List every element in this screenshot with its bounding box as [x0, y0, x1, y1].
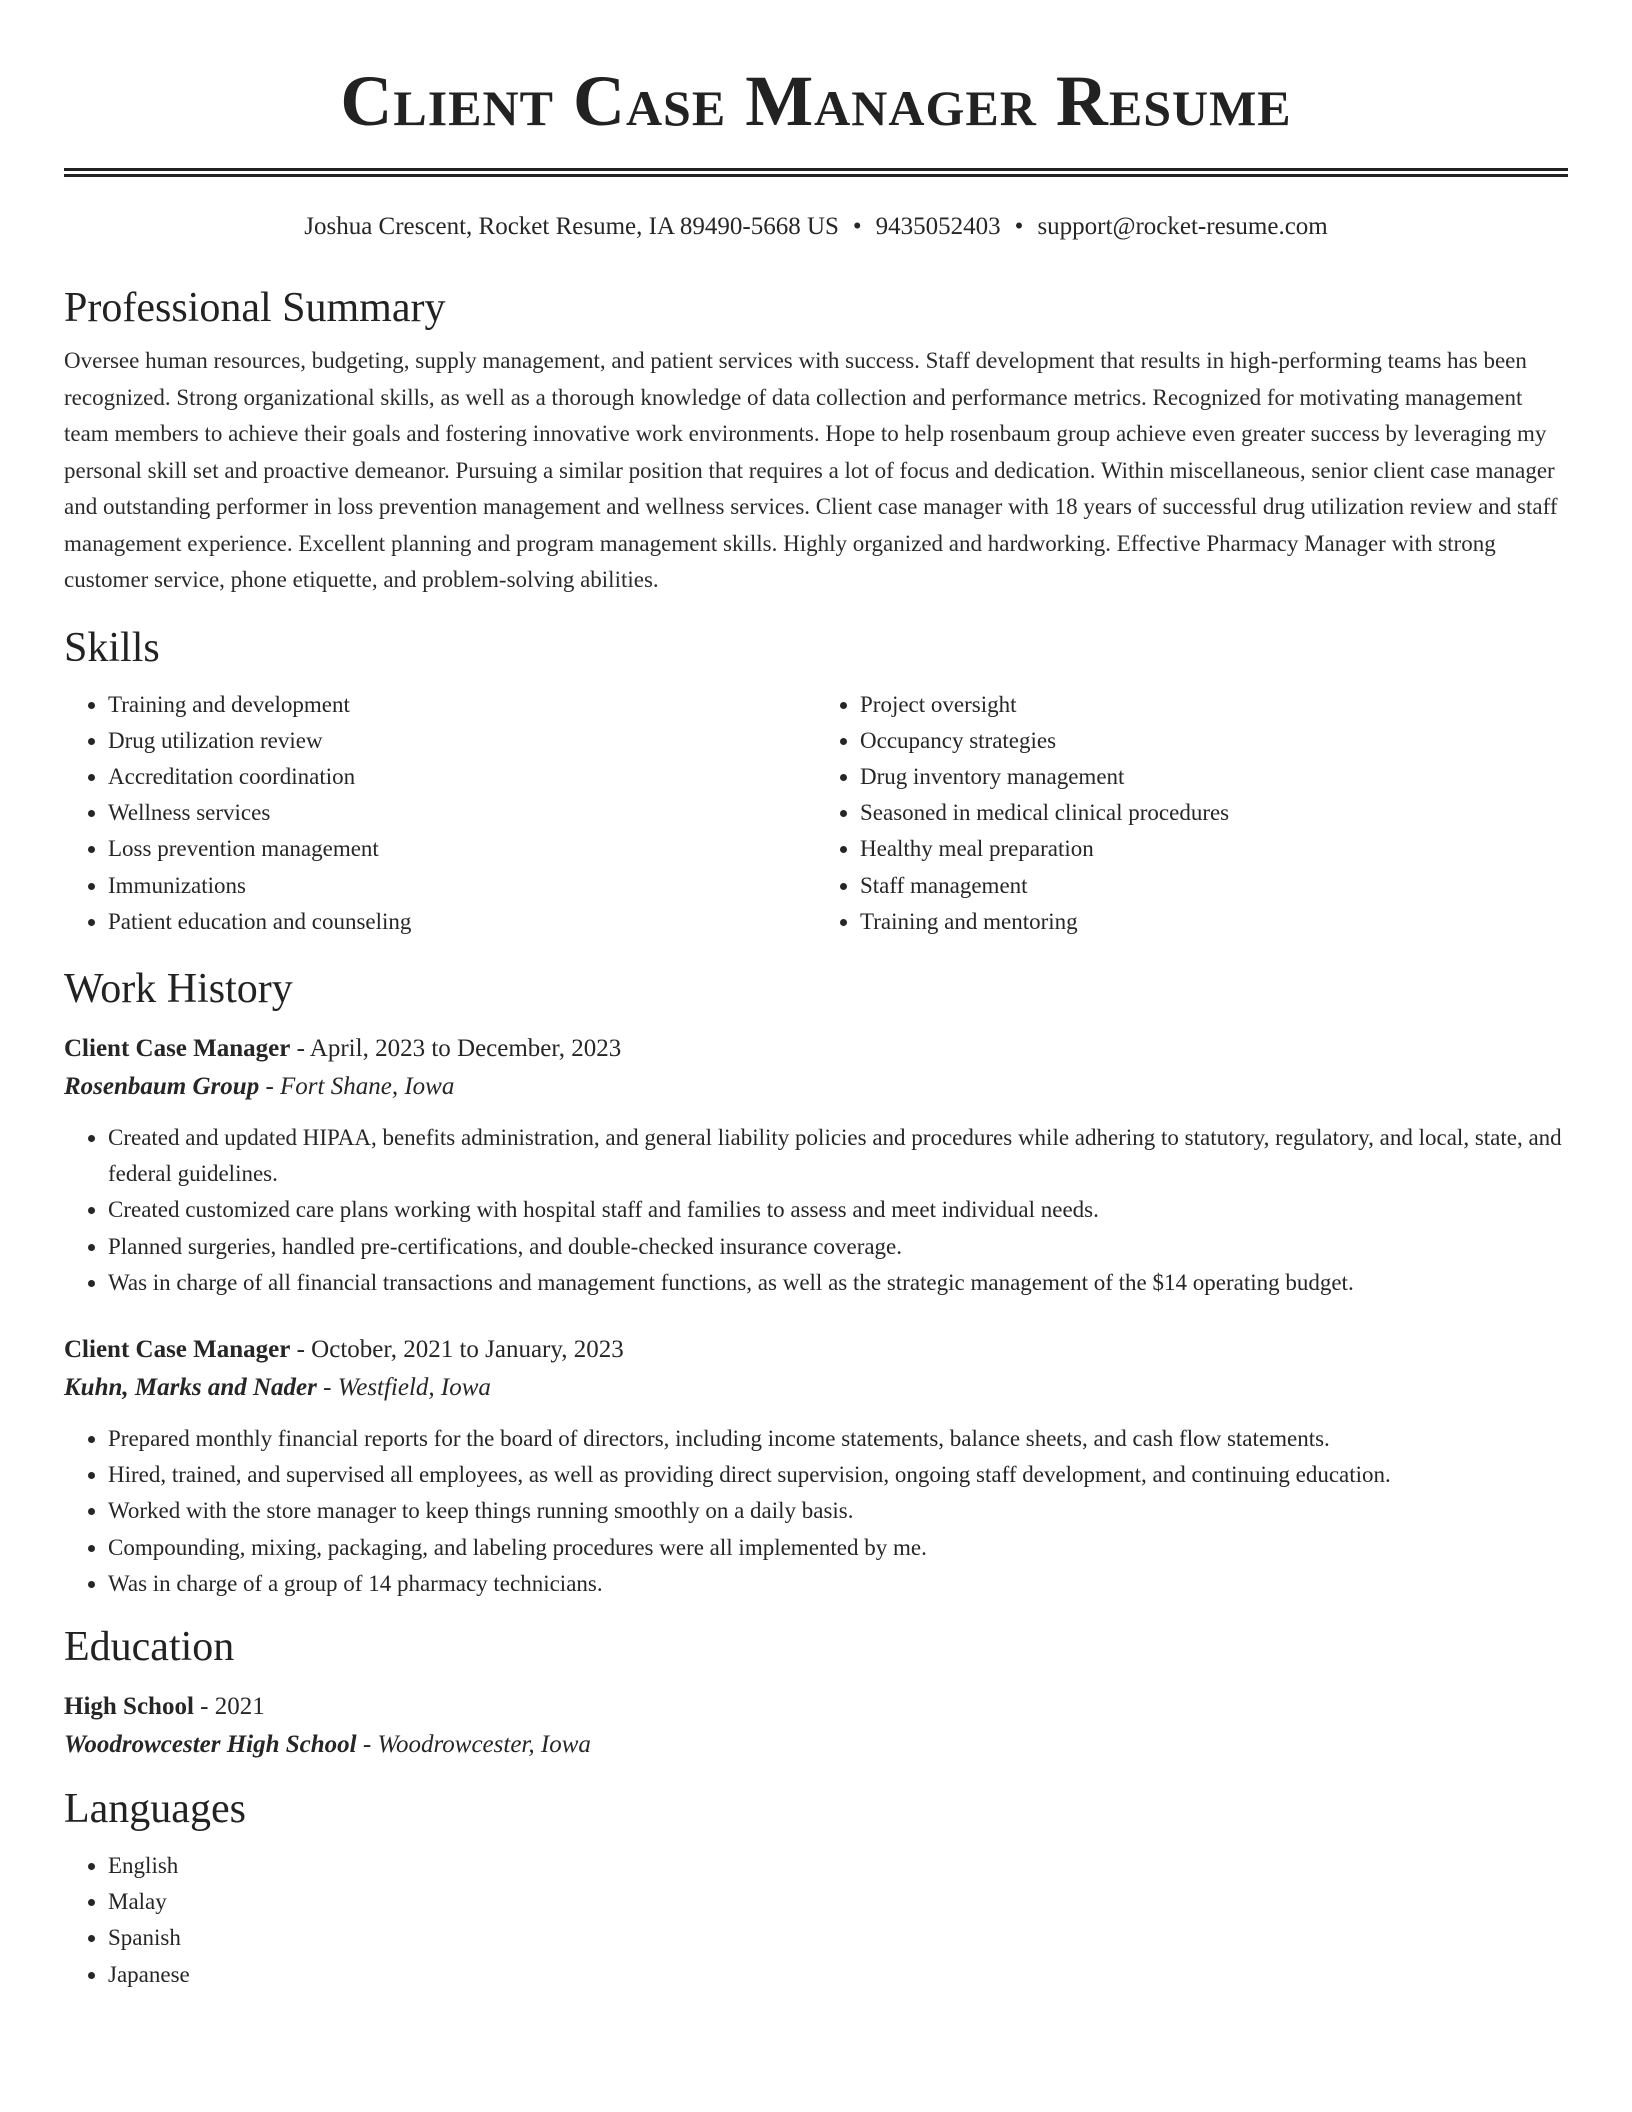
work-history-heading: Work History: [64, 965, 293, 1012]
job-title: Client Case Manager: [64, 1034, 291, 1062]
education-heading: Education: [64, 1623, 235, 1670]
job-duty: • Worked with the store manager to keep things running smoothly on a daily basis.: [108, 1493, 1568, 1529]
contact-email: support@rocket-resume.com: [1037, 213, 1328, 240]
skill-item: • Project oversight: [860, 687, 1568, 723]
contact-separator: •: [1014, 213, 1024, 240]
education-location: Woodrowcester, Iowa: [377, 1730, 591, 1758]
language-item: • Spanish: [108, 1920, 1568, 1956]
skill-item: • Immunizations: [108, 868, 816, 904]
education-school: Woodrowcester High School: [64, 1730, 357, 1758]
skills-columns: [64, 687, 1568, 940]
skill-item: • Training and mentoring: [860, 904, 1568, 940]
job-dates: October, 2021 to January, 2023: [311, 1335, 624, 1363]
resume-title: Client Case Manager Resume: [340, 61, 1292, 141]
job-location: Fort Shane, Iowa: [280, 1072, 455, 1100]
job-title-line: Client Case Manager - April, 2023 to December, 2023: [64, 1034, 622, 1062]
skill-item: • Drug inventory management: [860, 759, 1568, 795]
job-duties: [64, 1120, 1568, 1301]
job-entry: [64, 1331, 1568, 1602]
skill-item: • Loss prevention management: [108, 831, 816, 867]
summary-heading: Professional Summary: [64, 285, 446, 331]
contact-address: Joshua Crescent, Rocket Resume, IA 89490-5668 US: [304, 213, 839, 240]
contact-line: [64, 211, 1568, 243]
education-entry: [64, 1688, 1568, 1764]
education-degree: High School: [64, 1692, 194, 1720]
skill-item: • Training and development: [108, 687, 816, 723]
job-duty: • Was in charge of all financial transactions and management functions, as well as the strategic management of the $14 operating budget.: [108, 1265, 1568, 1301]
job-title: Client Case Manager: [64, 1335, 291, 1363]
job-duty: • Created customized care plans working with hospital staff and families to assess and meet individual needs.: [108, 1192, 1568, 1228]
education-year: 2021: [214, 1692, 265, 1720]
job-dates: April, 2023 to December, 2023: [309, 1034, 622, 1062]
skills-heading: Skills: [64, 624, 160, 671]
contact-phone: 9435052403: [875, 213, 1001, 240]
languages-heading: Languages: [64, 1785, 246, 1832]
languages-list: [64, 1848, 1568, 1993]
job-duties: [64, 1421, 1568, 1602]
skill-item: • Drug utilization review: [108, 723, 816, 759]
skill-item: • Wellness services: [108, 795, 816, 831]
skill-item: • Accreditation coordination: [108, 759, 816, 795]
skill-item: • Staff management: [860, 868, 1568, 904]
skill-item: • Seasoned in medical clinical procedures: [860, 795, 1568, 831]
language-item: • Japanese: [108, 1957, 1568, 1993]
language-item: • Malay: [108, 1884, 1568, 1920]
job-location: Westfield, Iowa: [337, 1373, 491, 1401]
skills-list-right: [816, 687, 1568, 940]
job-duty: • Prepared monthly financial reports for the board of directors, including income statements, balance sheets, and cash flow statements.: [108, 1421, 1568, 1457]
job-duty: • Created and updated HIPAA, benefits administration, and general liability policies and procedures while adhering to statutory, regulatory, and local, state, and federal guidelines.: [108, 1120, 1568, 1192]
job-employer: Rosenbaum Group: [64, 1072, 260, 1100]
job-employer-line: Kuhn, Marks and Nader - Westfield, Iowa: [64, 1373, 491, 1401]
job-duty: • Planned surgeries, handled pre-certifications, and double-checked insurance coverage.: [108, 1229, 1568, 1265]
education-degree-line: High School - 2021: [64, 1692, 265, 1720]
language-item: • English: [108, 1848, 1568, 1884]
title-divider: [64, 168, 1568, 177]
job-duty: • Was in charge of a group of 14 pharmacy technicians.: [108, 1566, 1568, 1602]
job-title-line: Client Case Manager - October, 2021 to January, 2023: [64, 1335, 624, 1363]
job-employer-line: Rosenbaum Group - Fort Shane, Iowa: [64, 1072, 455, 1100]
job-duty: • Compounding, mixing, packaging, and labeling procedures were all implemented by me.: [108, 1530, 1568, 1566]
summary-text: Oversee human resources, budgeting, supply management, and patient services with success. Staff development that results in high-performing teams has been recognized. Strong organizational skills, as well as a thorough knowledge of data collection and performance metrics. Recognized for motivating management team members to achieve their goals and fostering innovative work environments. Hope to help rosenbaum group achieve even greater success by leveraging my personal skill set and proactive demeanor. Pursuing a similar position that requires a lot of focus and dedication. Within miscellaneous, senior client case manager and outstanding performer in loss prevention management and wellness services. Client case manager with 18 years of successful drug utilization review and staff management experience. Excellent planning and program management skills. Highly organized and hardworking. Effective Pharmacy Manager with strong customer service, phone etiquette, and problem-solving abilities.: [64, 348, 1558, 592]
job-duty: • Hired, trained, and supervised all employees, as well as providing direct supervision, ongoing staff development, and continuing education.: [108, 1457, 1568, 1493]
job-entry: [64, 1030, 1568, 1301]
contact-separator: •: [852, 213, 862, 240]
skill-item: • Healthy meal preparation: [860, 831, 1568, 867]
education-school-line: Woodrowcester High School - Woodrowcester, Iowa: [64, 1730, 591, 1758]
skill-item: • Occupancy strategies: [860, 723, 1568, 759]
skills-list-left: [64, 687, 816, 940]
job-employer: Kuhn, Marks and Nader: [64, 1373, 317, 1401]
skill-item: • Patient education and counseling: [108, 904, 816, 940]
